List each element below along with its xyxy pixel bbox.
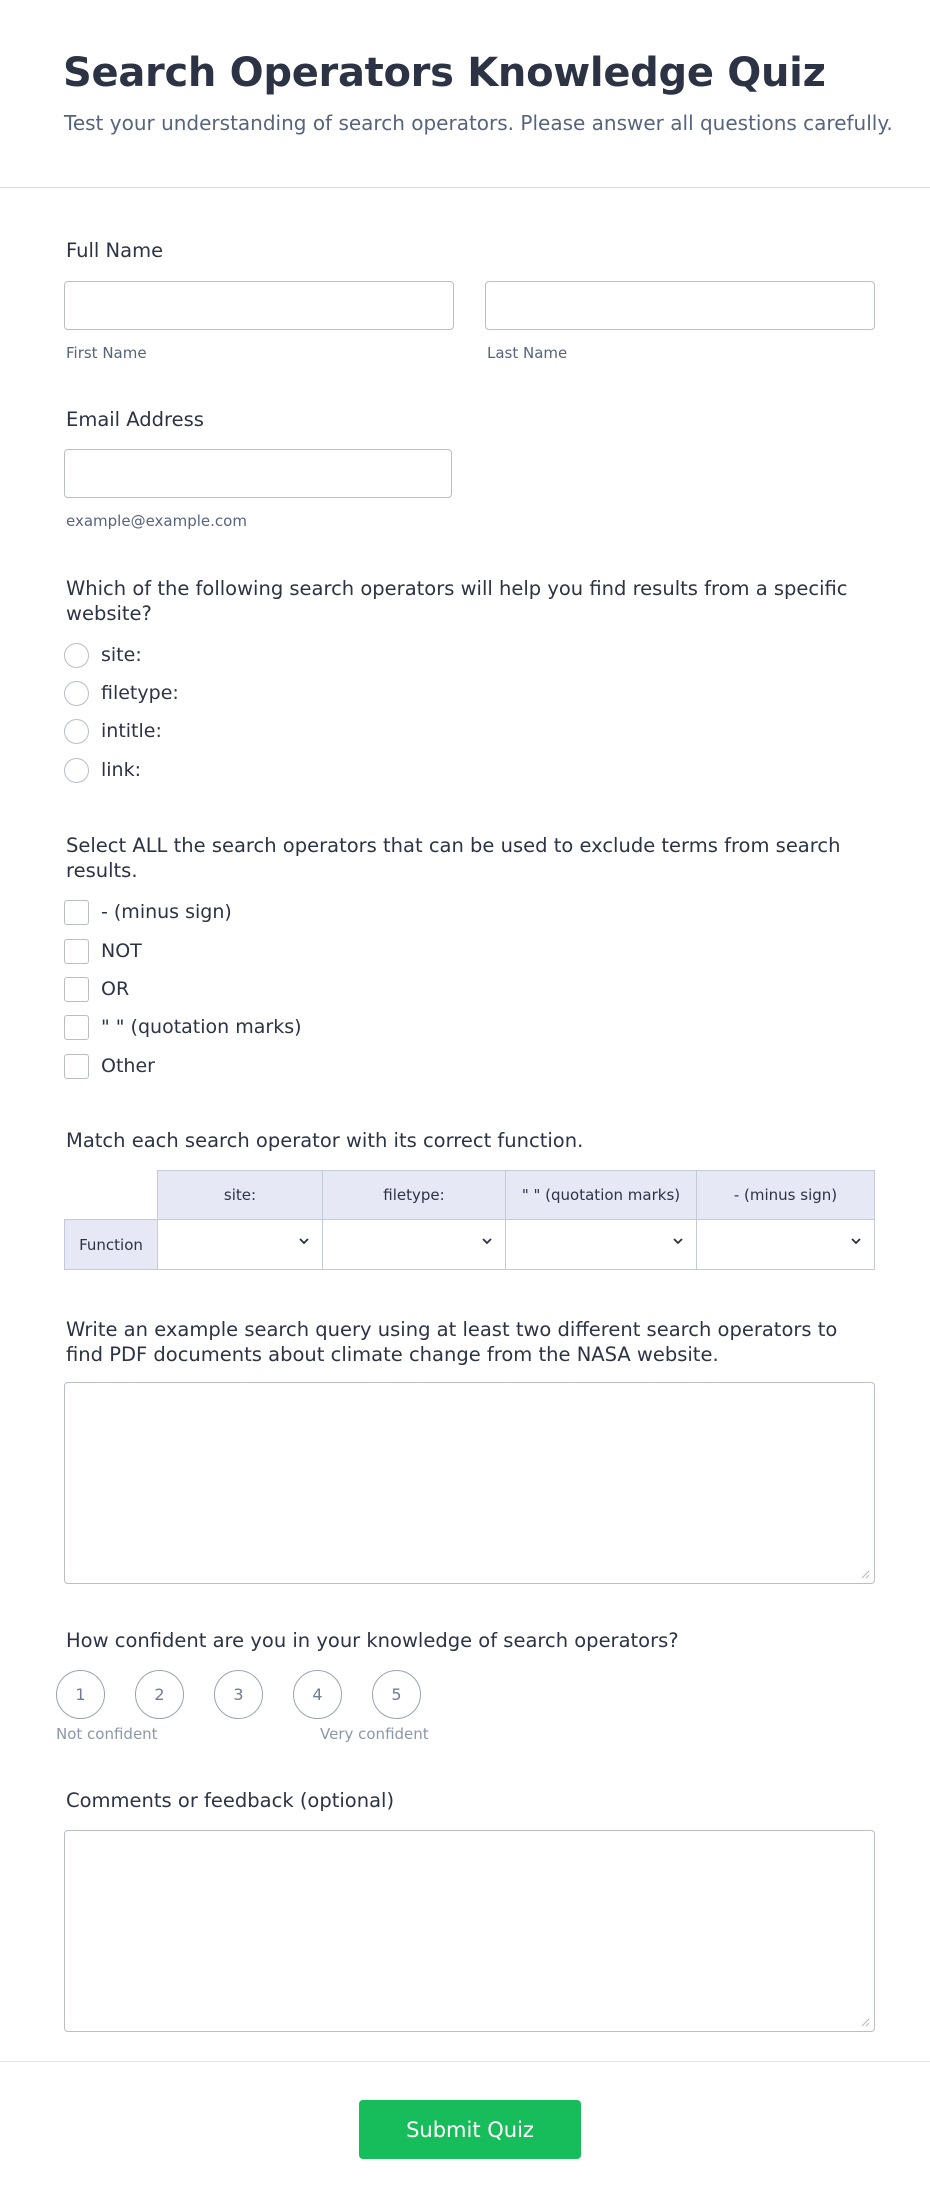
option-label: filetype: — [101, 682, 179, 704]
q2-option-or[interactable] — [64, 976, 129, 1002]
scale-low-label: Not confident — [56, 1725, 158, 1743]
site-function-select[interactable] — [157, 1219, 323, 1270]
q1-option-site[interactable] — [64, 642, 142, 668]
scale-option-4[interactable]: 4 — [293, 1670, 342, 1719]
option-label: intitle: — [101, 720, 162, 742]
matrix-column-header: - (minus sign) — [696, 1170, 875, 1220]
scale-option-2[interactable]: 2 — [135, 1670, 184, 1719]
checkbox[interactable] — [64, 939, 89, 964]
submit-quiz-button[interactable]: Submit Quiz — [359, 2100, 581, 2159]
checkbox[interactable] — [64, 1015, 89, 1040]
checkbox[interactable] — [64, 900, 89, 925]
scale-option-3[interactable]: 3 — [214, 1670, 263, 1719]
scale-high-label: Very confident — [320, 1725, 429, 1743]
full-name-label: Full Name — [66, 239, 164, 262]
q2-question: Select ALL the search operators that can be used to exclude terms from search results. — [66, 834, 841, 882]
q4-question: Write an example search query using at least two different search operators to find PDF documents about climate change from the NASA website. — [66, 1318, 838, 1366]
q1-option-intitle[interactable] — [64, 718, 162, 744]
matrix-column-header: site: — [157, 1170, 323, 1220]
radio-button[interactable] — [64, 681, 89, 706]
q1-option-filetype[interactable] — [64, 680, 179, 706]
email-sublabel: example@example.com — [66, 512, 247, 530]
footer-divider — [0, 2061, 930, 2062]
chevron-down-icon — [481, 1235, 493, 1247]
matrix-column-header: filetype: — [322, 1170, 506, 1220]
last-name-input[interactable] — [485, 281, 875, 330]
option-label: site: — [101, 644, 142, 666]
radio-button[interactable] — [64, 758, 89, 783]
first-name-sublabel: First Name — [66, 344, 147, 362]
chevron-down-icon — [672, 1235, 684, 1247]
q5-question: How confident are you in your knowledge of search operators? — [66, 1629, 679, 1652]
option-label: - (minus sign) — [101, 901, 232, 923]
comments-label: Comments or feedback (optional) — [66, 1789, 395, 1812]
filetype-function-select[interactable] — [322, 1219, 506, 1270]
q2-option-not[interactable] — [64, 938, 142, 964]
q3-question: Match each search operator with its correct function. — [66, 1129, 584, 1152]
q2-option-minus[interactable] — [64, 899, 232, 925]
matrix-column-header: " " (quotation marks) — [505, 1170, 697, 1220]
radio-button[interactable] — [64, 643, 89, 668]
email-input[interactable] — [64, 449, 452, 498]
checkbox[interactable] — [64, 977, 89, 1002]
first-name-input[interactable] — [64, 281, 454, 330]
form-title: Search Operators Knowledge Quiz — [63, 50, 826, 96]
q2-option-other[interactable] — [64, 1053, 155, 1079]
option-label: OR — [101, 978, 130, 1000]
scale-option-5[interactable]: 5 — [372, 1670, 421, 1719]
form-header — [0, 0, 930, 188]
option-label: link: — [101, 759, 142, 781]
minus-function-select[interactable] — [696, 1219, 875, 1270]
form-subtitle: Test your understanding of search operators. Please answer all questions carefully. — [64, 111, 893, 135]
q2-option-quotes[interactable] — [64, 1014, 302, 1040]
resize-handle-icon[interactable] — [860, 1569, 870, 1579]
option-label: " " (quotation marks) — [101, 1016, 302, 1038]
resize-handle-icon[interactable] — [860, 2017, 870, 2027]
comments-textarea[interactable] — [64, 1830, 875, 2032]
scale-option-1[interactable]: 1 — [56, 1670, 105, 1719]
q1-option-link[interactable] — [64, 757, 141, 783]
checkbox[interactable] — [64, 1054, 89, 1079]
chevron-down-icon — [850, 1235, 862, 1247]
option-label: Other — [101, 1055, 155, 1077]
email-label: Email Address — [66, 408, 204, 431]
quotes-function-select[interactable] — [505, 1219, 697, 1270]
option-label: NOT — [101, 940, 142, 962]
matrix-row-label: Function — [64, 1219, 158, 1270]
chevron-down-icon — [298, 1235, 310, 1247]
q1-question: Which of the following search operators will help you find results from a specific website? — [66, 577, 848, 625]
matching-matrix — [64, 1170, 875, 1270]
radio-button[interactable] — [64, 719, 89, 744]
last-name-sublabel: Last Name — [487, 344, 568, 362]
example-query-textarea[interactable] — [64, 1382, 875, 1584]
